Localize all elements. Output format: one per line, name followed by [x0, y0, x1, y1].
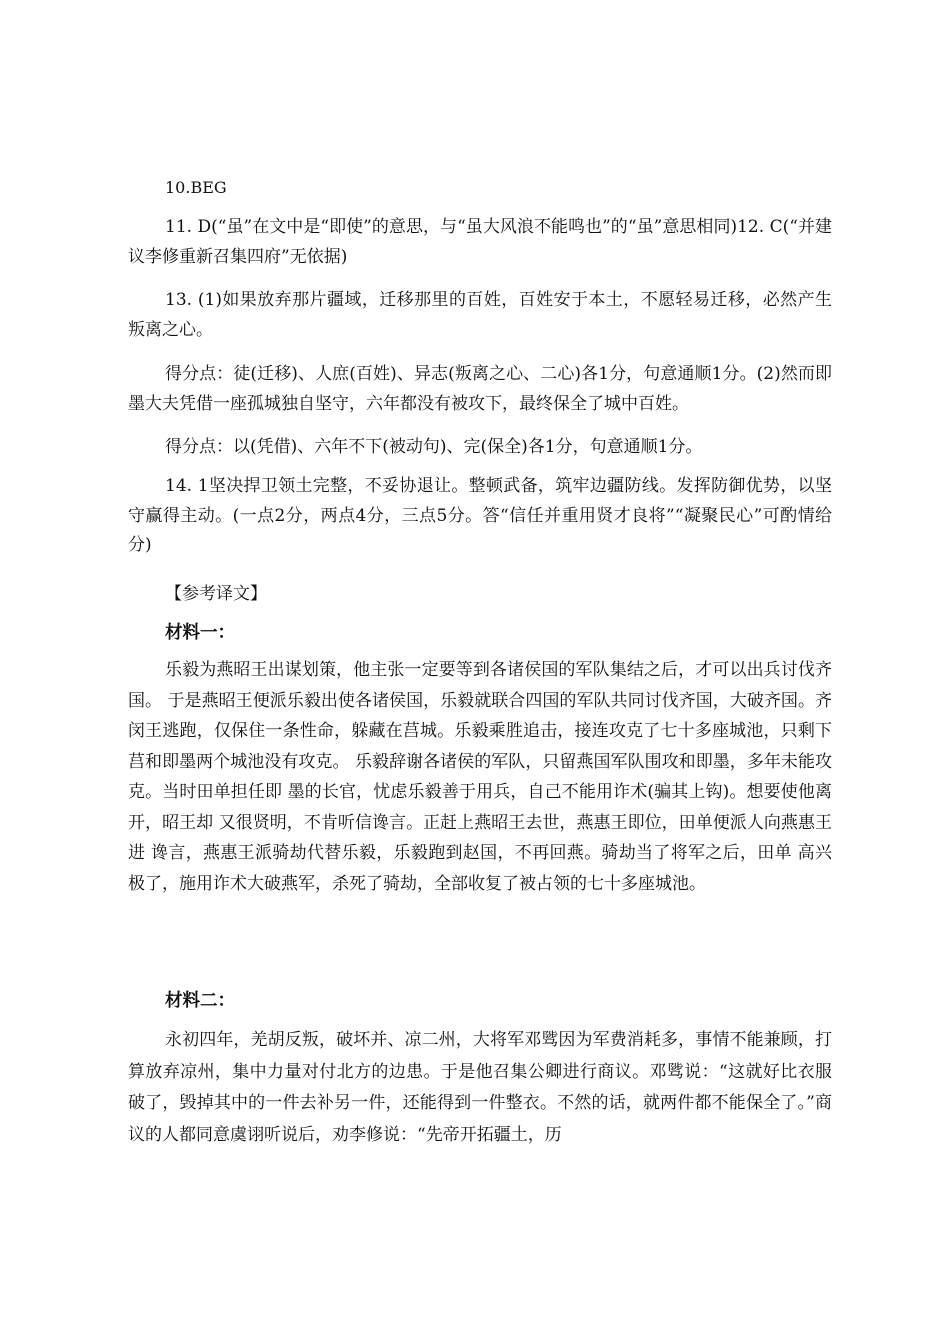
material-2-text: 永初四年，羌胡反叛，破坏并、凉二州，大将军邓骘因为军费消耗多，事情不能兼顾，打算放弃凉州，集中力量对付北方的边患。于是他召集公卿进行商议。邓骘说：“这就好比衣服破了，毁掉其中的一件去补另一件，还能得到一件整衣。不然的话，就两件都不能保全了。”商议的人都同意虞诩听说后，劝李修说：“先帝开拓疆土，历	[128, 1030, 832, 1145]
material-2-title: 材料二：	[165, 991, 235, 1011]
answer-10: 10.BEG	[165, 178, 227, 197]
answer-14: 14. 1坚决捍卫领土完整，不妥协退让。整顿武备，筑牢边疆防线。发挥防御优势，以坚守赢得主动。(一点2分，两点4分，三点5分。答“信任并重用贤才良将”“凝聚民心”可酌情给分)	[128, 476, 832, 555]
material-1-title: 材料一：	[165, 623, 235, 643]
answer-13-scoring-and-part2: 得分点：徒(迁移)、人庶(百姓)、异志(叛离之心、二心)各1分，句意通顺1分。(2)然而即墨大夫凭借一座孤城独自坚守，六年都没有被攻下，最终保全了城中百姓。	[128, 364, 832, 414]
answer-13-scoring-2: 得分点：以(凭借)、六年不下(被动句)、完(保全)各1分，句意通顺1分。	[165, 437, 703, 457]
answer-11-12: 11. D(“虽”在文中是“即使”的意思，与“虽大风浪不能鸣也”的“虽”意思相同)12. C(“并建议李修重新召集四府”无依据)	[128, 217, 832, 267]
material-1-text: 乐毅为燕昭王出谋划策，他主张一定要等到各诸侯国的军队集结之后，才可以出兵讨伐齐国。 于是燕昭王便派乐毅出使各诸侯国，乐毅就联合四国的军队共同讨伐齐国，大破齐国。齐闵王逃跑，仅保住一条性命，躲藏在莒城。乐毅乘胜追击，接连攻克了七十多座城池，只剩下莒和即墨两个城池没有攻克。 乐毅辞谢各诸侯的军队，只留燕国军队围攻和即墨，多年未能攻克。当时田单担任即 墨的长官，忧虑乐毅善于用兵，自己不能用诈术(骗其上钩)。想要使他离开，昭王却 又很贤明，不肯听信谗言。正赶上燕昭王去世，燕惠王即位，田单便派人向燕惠王进 谗言，燕惠王派骑劫代替乐毅，乐毅跑到赵国，不再回燕。骑劫当了将军之后，田单 高兴极了，施用诈术大破燕军，杀死了骑劫，全部收复了被占领的七十多座城池。	[128, 660, 832, 894]
answer-13-part1: 13. (1)如果放弃那片疆域，迁移那里的百姓，百姓安于本土，不愿轻易迁移，必然产生叛离之心。	[128, 290, 832, 340]
translation-title: 【参考译文】	[165, 584, 267, 604]
